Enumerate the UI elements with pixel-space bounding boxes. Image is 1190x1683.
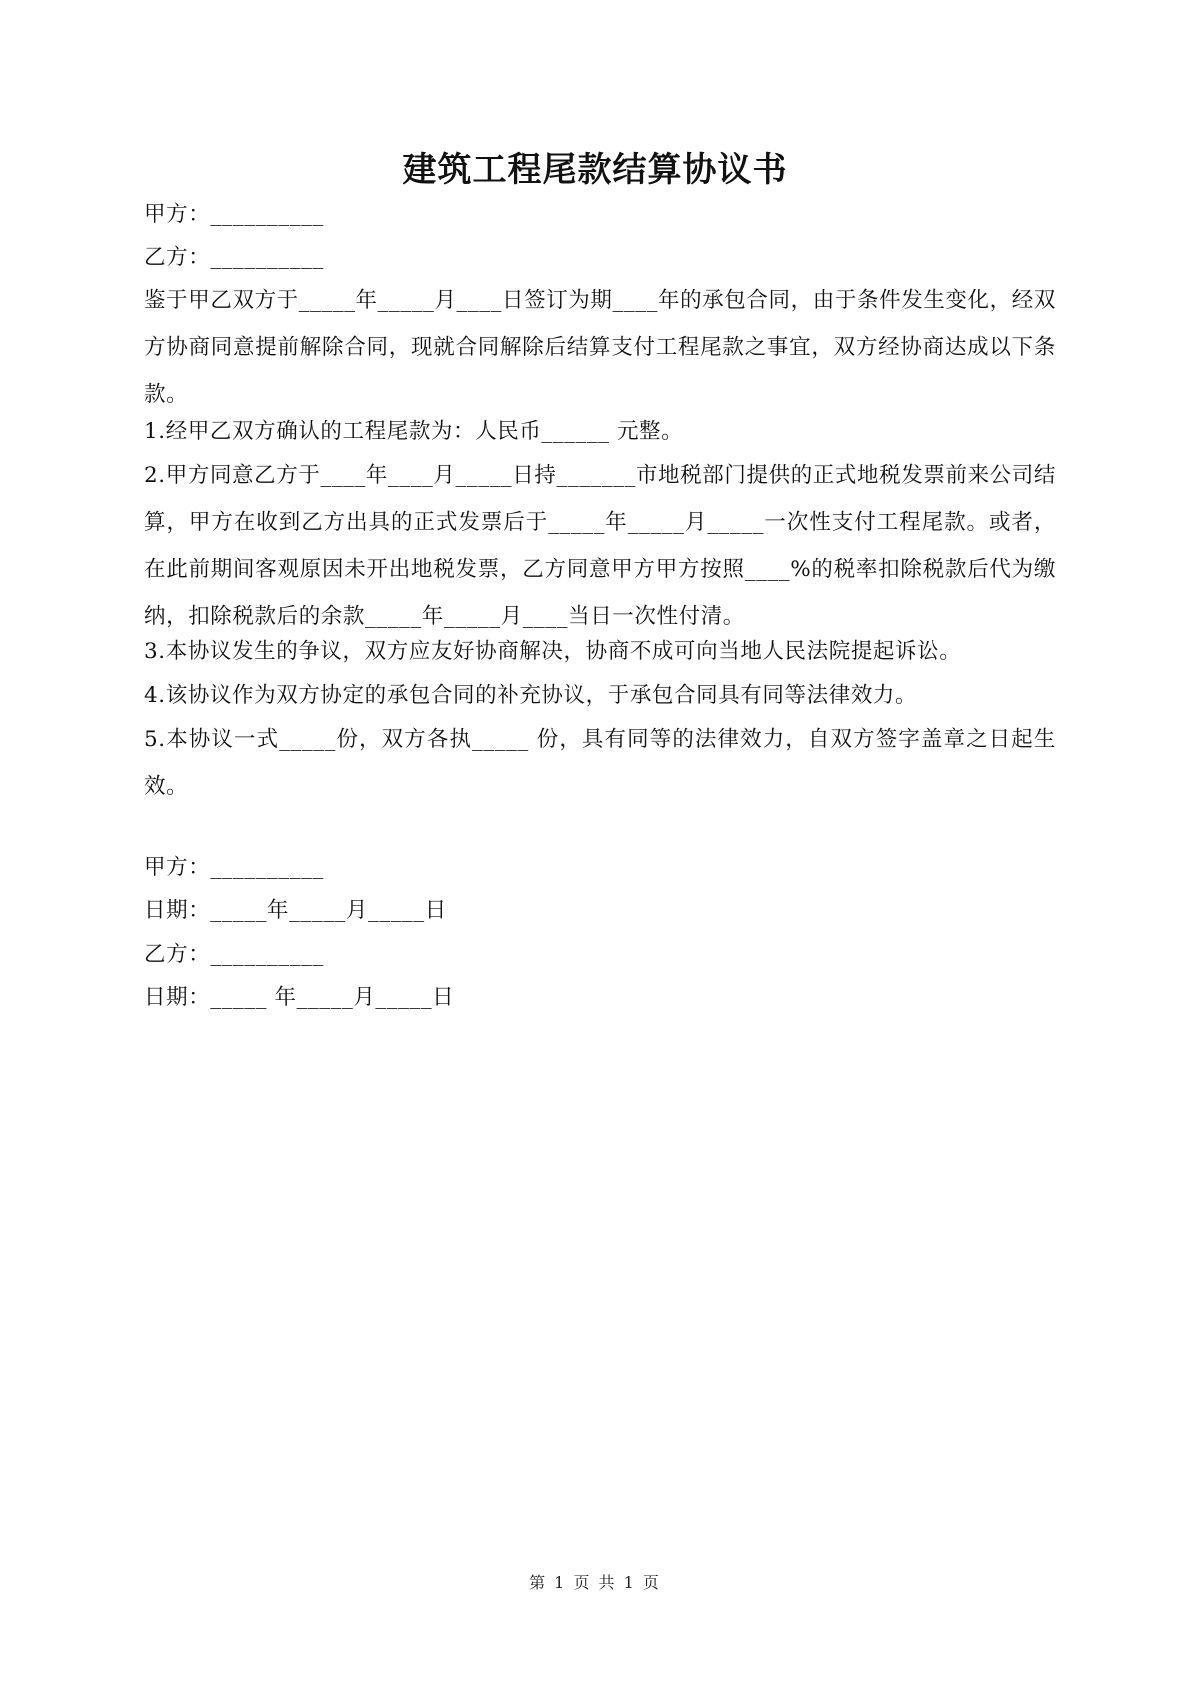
party-a-blank: __________ bbox=[210, 202, 324, 227]
signature-date-b: 日期：_____ 年_____月_____日 bbox=[144, 985, 455, 1010]
party-a-line bbox=[144, 200, 324, 230]
signature-party-b-label: 乙方： bbox=[144, 942, 211, 967]
signature-party-a-line bbox=[144, 853, 324, 883]
clause-3: 3.本协议发生的争议，双方应友好协商解决，协商不成可向当地人民法院提起诉讼。 bbox=[144, 639, 962, 664]
clause-5: 5.本协议一式_____份，双方各执_____ 份，具有同等的法律效力，自双方签字盖章之日起生效。 bbox=[144, 727, 1056, 799]
signature-party-a-label: 甲方： bbox=[144, 855, 211, 880]
clause-2: 2.甲方同意乙方于____年____月_____日持_______市地税部门提供的正式地税发票前来公司结算，甲方在收到乙方出具的正式发票后于_____年_____月_____一次性支付工程尾款。或者，在此前期间客观原因未开出地税发票，乙方同意甲方甲方按照____%的税率扣除税款后代为缴纳，扣除税款后的余款_____年_____月____当日一次性付清。 bbox=[144, 463, 1056, 629]
document-title: 建筑工程尾款结算协议书 bbox=[402, 150, 788, 190]
clause-1: 1.经甲乙双方确认的工程尾款为：人民币______ 元整。 bbox=[144, 419, 684, 444]
party-b-blank: __________ bbox=[210, 245, 324, 270]
preamble-paragraph: 鉴于甲乙双方于_____年_____月____日签订为期____年的承包合同，由于条件发生变化，经双方协商同意提前解除合同，现就合同解除后结算支付工程尾款之事宜，双方经协商达成以下条款。 bbox=[144, 288, 1056, 407]
party-b-label: 乙方： bbox=[144, 245, 211, 270]
clause-4: 4.该协议作为双方协定的承包合同的补充协议，于承包合同具有同等法律效力。 bbox=[144, 683, 918, 708]
signature-date-a: 日期：_____年_____月_____日 bbox=[144, 898, 447, 923]
party-a-label: 甲方： bbox=[144, 202, 211, 227]
page-indicator: 第 1 页 共 1 页 bbox=[529, 1573, 661, 1592]
signature-party-b-line bbox=[144, 940, 324, 970]
signature-party-a-blank: __________ bbox=[210, 855, 324, 880]
signature-party-b-blank: __________ bbox=[210, 942, 324, 967]
party-b-line bbox=[144, 243, 324, 273]
